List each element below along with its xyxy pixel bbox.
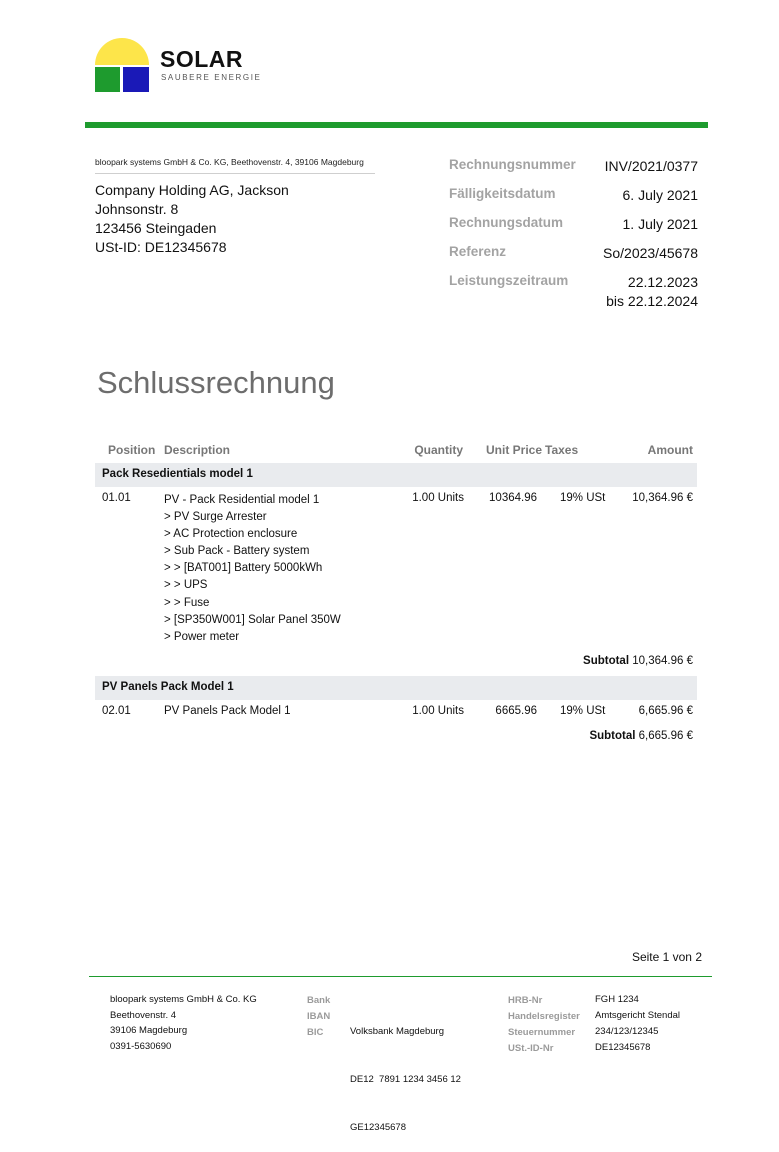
description-line: > > UPS — [164, 579, 208, 592]
description-line: > Sub Pack - Battery system — [164, 545, 310, 558]
invoice-number-label: Rechnungsnummer — [449, 157, 576, 172]
footer-label: Handelsregister — [508, 1011, 580, 1022]
footer-label: BIC — [307, 1027, 324, 1038]
section-header — [95, 463, 697, 487]
footer-value: Amtsgericht Stendal — [595, 1010, 681, 1021]
service-period — [606, 273, 698, 311]
due-date-label: Fälligkeitsdatum — [449, 186, 556, 201]
subtotal-label: Subtotal — [583, 655, 630, 667]
line-amount: 6,665.96 € — [638, 705, 693, 717]
line-quantity: 1.00 Units — [412, 705, 464, 717]
footer-value: FGH 1234 — [595, 994, 639, 1005]
recipient-name: Company Holding AG, Jackson — [95, 182, 289, 198]
line-taxes: 19% USt — [560, 492, 606, 504]
header-quantity: Quantity — [414, 443, 463, 457]
footer-company-line: 0391-5630690 — [110, 1040, 172, 1052]
footer-company — [110, 992, 257, 1054]
footer-divider — [89, 976, 712, 977]
footer-value: 234/123/12345 — [595, 1026, 659, 1037]
subtotal-value: 6,665.96 € — [638, 730, 693, 742]
subtotal-value: 10,364.96 € — [632, 655, 693, 667]
header-amount: Amount — [647, 443, 693, 457]
recipient-city: 123456 Steingaden — [95, 220, 217, 236]
footer-label: HRB-Nr — [508, 995, 543, 1006]
solar-logo — [95, 38, 149, 92]
description-line: > Power meter — [164, 630, 240, 643]
invoice-date: 1. July 2021 — [622, 216, 698, 232]
page-number: Seite 1 von 2 — [631, 950, 702, 964]
green-panel — [95, 67, 120, 92]
line-unit-price: 10364.96 — [489, 492, 537, 504]
description-line: > [SP350W001] Solar Panel 350W — [164, 613, 341, 626]
footer-label: USt.-ID-Nr — [508, 1043, 554, 1054]
description-line: > > [BAT001] Battery 5000kWh — [164, 562, 323, 575]
subtotal-row — [589, 730, 693, 742]
footer-register-labels — [508, 993, 580, 1057]
description-line: PV - Pack Residential model 1 — [164, 494, 320, 506]
footer-bank-labels — [307, 993, 330, 1041]
footer-value: Volksbank Magdeburg — [350, 1026, 445, 1037]
footer-label: IBAN — [307, 1011, 331, 1022]
sender-address-line: bloopark systems GmbH & Co. KG, Beethovenstr. 4, 39106 Magdeburg — [95, 157, 375, 174]
footer-value: DE12345678 — [595, 1042, 651, 1053]
line-description — [164, 492, 341, 646]
due-date: 6. July 2021 — [622, 187, 698, 203]
service-period-from: 22.12.2023 — [627, 274, 698, 290]
section-title: PV Panels Pack Model 1 — [102, 681, 234, 693]
description-line: > AC Protection enclosure — [164, 528, 298, 541]
header-description: Description — [164, 443, 231, 457]
line-taxes: 19% USt — [560, 705, 606, 717]
section-header — [95, 676, 697, 700]
service-period-to: bis 22.12.2024 — [606, 293, 698, 309]
recipient-vat: USt-ID: DE12345678 — [95, 239, 227, 255]
footer-company-line: bloopark systems GmbH & Co. KG — [110, 994, 257, 1005]
brand-tagline: SAUBERE ENERGIE — [161, 73, 262, 82]
section-title: Pack Resedientials model 1 — [102, 468, 253, 480]
line-position: 02.01 — [102, 705, 131, 717]
recipient-street: Johnsonstr. 8 — [95, 201, 179, 217]
footer-value: GE12345678 — [350, 1122, 406, 1133]
invoice-date-label: Rechnungsdatum — [449, 215, 564, 230]
header-taxes: Taxes — [545, 443, 579, 457]
footer-value: DE12 7891 1234 3456 12 — [350, 1074, 461, 1085]
subtotal-label: Subtotal — [589, 730, 636, 742]
service-period-label: Leistungszeitraum — [449, 273, 569, 288]
footer-company-line: 39106 Magdeburg — [110, 1025, 188, 1036]
blue-panel — [123, 67, 149, 92]
brand-name: SOLAR — [160, 46, 243, 72]
footer-label: Steuernummer — [508, 1027, 576, 1038]
document-title: Schlussrechnung — [97, 365, 335, 400]
line-description: PV Panels Pack Model 1 — [164, 705, 291, 717]
line-unit-price: 6665.96 — [495, 705, 537, 717]
footer-company-line: Beethovenstr. 4 — [110, 1009, 177, 1021]
footer-bank-values — [350, 992, 461, 1152]
footer-register-values — [595, 992, 680, 1056]
reference-label: Referenz — [449, 244, 507, 259]
line-amount: 10,364.96 € — [632, 492, 693, 504]
header-unit-price: Unit Price — [486, 443, 543, 457]
header-position: Position — [108, 443, 156, 457]
subtotal-row — [583, 655, 693, 667]
description-line: > PV Surge Arrester — [164, 511, 267, 524]
header-bar — [85, 122, 708, 128]
line-quantity: 1.00 Units — [412, 492, 464, 504]
invoice-number: INV/2021/0377 — [604, 158, 698, 174]
reference: So/2023/45678 — [603, 245, 698, 261]
footer-label: Bank — [307, 995, 331, 1006]
recipient-address — [95, 181, 289, 257]
sun-shape — [95, 38, 149, 65]
description-line: > > Fuse — [164, 596, 210, 609]
line-position: 01.01 — [102, 492, 131, 504]
